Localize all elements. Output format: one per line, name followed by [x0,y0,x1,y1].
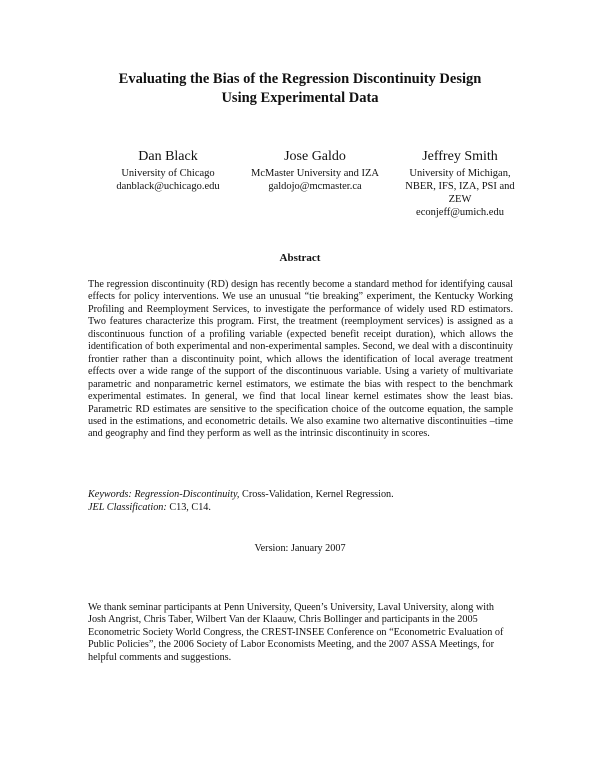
author-name: Jeffrey Smith [422,149,498,164]
author-affiliation: McMaster University and IZA [250,168,379,179]
author-block [395,148,525,219]
abstract-body: The regression discontinuity (RD) design has recently become a standard method for identifying causal effects for policy interventions. We use an unusual “tie breaking” experiment, the Kentucky Working Profiling and Reemployment Services, to investigate the performance of widely used RD estimators. Two features characterize this program. First, the treatment (reemployment services) is assigned as a discontinuous function of a profiling variable (expected benefit receipt duration), which allows the identification of both experimental and non-experimental samples. Second, we deal with a discontinuity frontier rather than a discontinuity point, which allows the identification of local average treatment effects over a wide range of the support of the discontinuous variable. Using a variety of multivariate parametric and nonparametric kernel estimators, we estimate the bias with respect to the benchmark experimental estimates. In general, we find that local linear kernel estimates show the least bias. Parametric RD estimates are sensitive to the specification choice of the outcome equation, the sample used in the estimations, and econometric details. We also examine two alternative discontinuities –time and geography and find they perform as well as the intrinsic discontinuity in scores. [88,279,513,440]
acknowledgement: We thank seminar participants at Penn University, Queen’s University, Laval University, along with Josh Angrist, Chris Taber, Wilbert Van der Klaauw, Chris Bollinger and participants in the 2005 Econometric Society World Congress, the CREST-INSEE Conference on “Econometric Evaluation of Public Policies”, the 2006 Society of Labor Economists Meeting, and the 2007 ASSA Meetings, for helpful comments and suggestions. [88,602,504,663]
jel-line [88,502,513,515]
author-affiliation: NBER, IFS, IZA, PSI and [405,181,515,192]
author-email: econjeff@umich.edu [416,207,504,218]
author-name: Dan Black [138,149,198,164]
keywords-section [88,489,513,514]
author-name: Jose Galdo [284,149,346,164]
author-block [103,148,233,193]
jel-label: JEL Classification: [88,501,167,513]
author-affiliation: University of Chicago [121,168,215,179]
author-email: galdojo@mcmaster.ca [268,181,362,192]
author-email: danblack@uchicago.edu [116,181,220,192]
paper-title [60,70,540,108]
jel-value: C13, C14. [166,501,211,513]
keywords-rest: Cross-Validation, Kernel Regression. [239,489,394,500]
keywords-label: Keywords: [88,489,132,500]
paper-title-line-2: Using Experimental Data [221,90,379,106]
version-date: Version: January 2007 [254,543,346,554]
author-block [240,148,390,193]
abstract-heading: Abstract [279,252,321,264]
keywords-line [88,489,513,502]
author-affiliation: ZEW [448,194,472,205]
author-affiliation: University of Michigan, [409,168,511,179]
keywords-italic: Regression-Discontinuity, [134,489,240,500]
paper-title-line-1: Evaluating the Bias of the Regression Discontinuity Design [118,71,482,87]
